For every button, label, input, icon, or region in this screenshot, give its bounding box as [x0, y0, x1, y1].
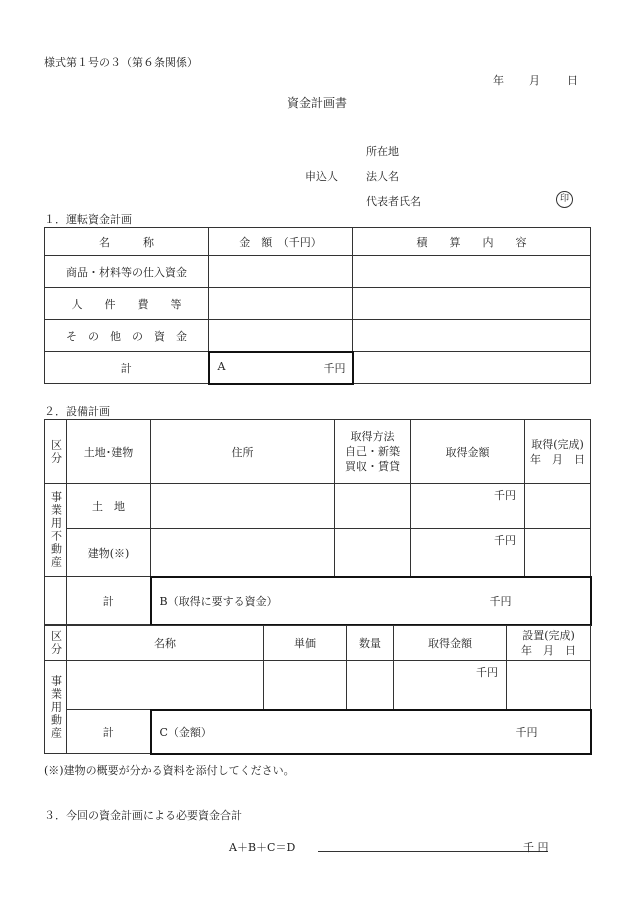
total-a-code: A: [217, 359, 226, 373]
total-formula: A＋B＋C＝D: [229, 841, 296, 854]
total-a-cell[interactable]: [209, 352, 353, 384]
land-date-cell[interactable]: [525, 484, 591, 529]
land-amount-unit: 千円: [494, 489, 516, 502]
land-address-cell[interactable]: [151, 484, 335, 529]
quantity-cell[interactable]: [347, 661, 394, 710]
total-c-label: 計: [67, 710, 151, 754]
land-amount-cell[interactable]: [411, 484, 525, 529]
date-year: 年: [493, 74, 504, 87]
building-address-cell[interactable]: [151, 529, 335, 577]
page-title: 資金計画書: [287, 96, 348, 110]
installation-date-cell[interactable]: [507, 661, 591, 710]
purchase-amount-cell[interactable]: [209, 256, 353, 288]
total-label: 計: [45, 352, 209, 384]
form-number: 様式第１号の３（第６条関係）: [44, 56, 198, 69]
row-other-funds: そ の 他 の 資 金: [45, 320, 209, 352]
building-amount-unit: 千円: [494, 534, 516, 547]
other-amount-cell[interactable]: [209, 320, 353, 352]
representative-label: 代表者氏名: [366, 195, 421, 208]
personnel-basis-cell[interactable]: [353, 288, 591, 320]
acquisition-amount-header-2: 取得金額: [394, 626, 507, 661]
acquisition-amount-header: 取得金額: [411, 420, 525, 484]
real-estate-side-label: 事業用不動産: [45, 484, 67, 577]
acquisition-date-header: 取得(完成) 年 月 日: [525, 420, 591, 484]
total-c-unit: 千円: [515, 725, 538, 739]
item-amount-cell[interactable]: [394, 661, 507, 710]
real-estate-table: [44, 419, 592, 626]
land-label: 土 地: [67, 484, 151, 529]
movable-side-label: 事業用動産: [45, 661, 67, 754]
acquisition-method-header: 取得方法 自己・新築 買収・賃貸: [335, 420, 411, 484]
section3-heading: ３．今回の資金計画による必要資金合計: [44, 809, 242, 822]
total-d-line[interactable]: [318, 851, 548, 852]
other-basis-cell[interactable]: [353, 320, 591, 352]
installation-date-header: 設置(完成) 年 月 日: [507, 626, 591, 661]
total-a-unit: 千円: [323, 361, 346, 375]
kubun-header-2: 区分: [45, 626, 67, 661]
section1-heading: １．運転資金計画: [44, 213, 132, 226]
col-basis-header: 積 算 内 容: [353, 228, 591, 256]
unit-price-header: 単価: [264, 626, 347, 661]
building-method-cell[interactable]: [335, 529, 411, 577]
address-label: 所在地: [366, 145, 399, 158]
unit-price-cell[interactable]: [264, 661, 347, 710]
movable-property-table: [44, 625, 592, 755]
date-month: 月: [529, 74, 540, 87]
total-basis-cell[interactable]: [353, 352, 591, 384]
col-name-header: 名 称: [45, 228, 209, 256]
applicant-label: 申込人: [305, 170, 338, 183]
real-estate-side-blank: [45, 577, 67, 625]
total-b-unit: 千円: [489, 594, 512, 608]
col-amount-header: 金 額 （千円）: [209, 228, 353, 256]
address-header: 住所: [151, 420, 335, 484]
item-amount-unit: 千円: [476, 666, 498, 679]
kubun-header: 区分: [45, 420, 67, 484]
total-d-unit: 千 円: [523, 841, 549, 854]
date-day: 日: [567, 74, 578, 87]
operating-funds-table: [44, 227, 591, 385]
total-c-text: C（金額）: [159, 725, 212, 739]
building-date-cell[interactable]: [525, 529, 591, 577]
building-amount-cell[interactable]: [411, 529, 525, 577]
building-note: (※)建物の概要が分かる資料を添付してください。: [44, 764, 295, 777]
total-b-cell[interactable]: [151, 577, 591, 625]
quantity-header: 数量: [347, 626, 394, 661]
building-label: 建物(※): [67, 529, 151, 577]
purchase-basis-cell[interactable]: [353, 256, 591, 288]
total-c-cell[interactable]: [151, 710, 591, 754]
row-personnel-costs: 人 件 費 等: [45, 288, 209, 320]
total-b-text: B（取得に要する資金）: [159, 594, 278, 608]
personnel-amount-cell[interactable]: [209, 288, 353, 320]
land-building-header: 土地･建物: [67, 420, 151, 484]
total-b-label: 計: [67, 577, 151, 625]
item-name-cell[interactable]: [67, 661, 264, 710]
land-method-cell[interactable]: [335, 484, 411, 529]
corp-name-label: 法人名: [366, 170, 399, 183]
seal-mark: 印: [556, 191, 573, 208]
item-name-header: 名称: [67, 626, 264, 661]
row-purchase-funds: 商品・材料等の仕入資金: [45, 256, 209, 288]
section2-heading: ２．設備計画: [44, 405, 110, 418]
